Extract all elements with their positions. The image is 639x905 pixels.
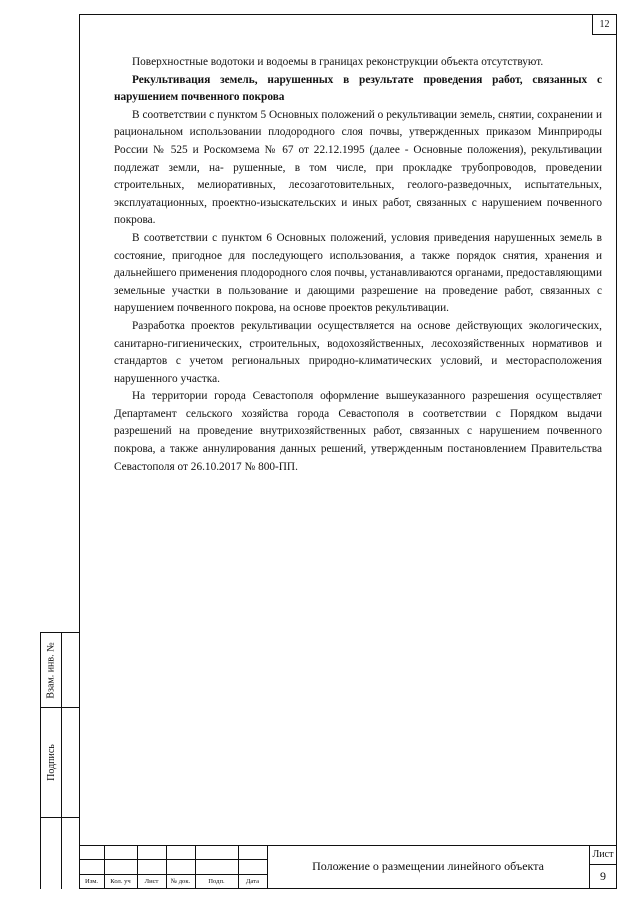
sheet-label: Лист <box>592 849 614 860</box>
header-list: Лист <box>144 878 159 885</box>
header-kol-uch: Кол. уч <box>110 878 131 885</box>
page-number-box: 12 <box>592 15 616 35</box>
side-stamp <box>40 632 79 889</box>
paragraph-point-5: В соответствии с пунктом 5 Основных положений о рекультивации земель, снятии, сохранении и рациональном использовании плодородного слоя почвы, утвержденных приказом Минприроды России № 525 и Роскомзема № 67 от 22.12.1995 (далее - Основные положения), рекультивации подлежат земли, на- рушенные, в том числе, при прокладке трубопроводов, проведении строительных, мелиоративных, лесозаготовительных, геолого-разведочных, испытательных, эксплуатационных, проектно-изыскательских и иных работ, связанных с нарушением почвенного покрова. <box>114 108 602 227</box>
title-block <box>79 845 617 889</box>
paragraph-point-6: В соответствии с пунктом 6 Основных положений, условия приведения нарушенных земель в состояние, пригодное для последующего использования, а также порядок снятия, хранения и дальнейшего применения плодородного слоя почвы, устанавливаются органами, предоставляющими земельные участки в пользование и дающими разрешение на проведение работ, связанных с нарушением почвенного покрова, на основе проектов рекультивации. <box>114 231 602 315</box>
paragraph-surface-water: Поверхностные водотоки и водоемы в границах реконструкции объекта отсутствуют. <box>132 56 544 68</box>
side-stamp-row-line <box>41 817 79 818</box>
sheet-number: 9 <box>600 869 606 883</box>
podpis-label-cell <box>41 707 61 817</box>
paragraph-sevastopol: На территории города Севастополя оформление вышеуказанного разрешения осуществляет Департамент сельского хозяйства города Севастополя в соответствии с Порядком выдачи разрешений на проведение внутрихозяйственных работ, связанных с нарушением почвенного покрова, а также аннулирования данных решений, утвержденным постановлением Правительства Севастополя от 26.10.2017 № 800-ПП. <box>114 390 602 473</box>
podpis-label: Подпись <box>45 743 57 781</box>
body-text <box>114 54 602 476</box>
header-podp: Подп. <box>208 878 225 885</box>
section-heading: Рекультивация земель, нарушенных в результате проведения работ, связанных с нарушением почвенного покрова <box>114 73 602 104</box>
header-data: Дата <box>245 878 260 885</box>
vzam-inv-label-cell <box>41 633 61 707</box>
side-stamp-divider <box>61 633 62 889</box>
header-izm: Изм. <box>84 878 99 885</box>
vzam-inv-label: Взам. инв. № <box>45 641 57 699</box>
document-title: Положение о размещении линейного объекта <box>312 858 544 873</box>
header-nom-dok: № док. <box>170 878 191 885</box>
paragraph-project-development: Разработка проектов рекультивации осуществляется на основе действующих экологических, санитарно-гигиенических, строительных, водохозяйственных, лесохозяйственных нормативов и стандартов с учетом региональных природно-климатических условий, и месторасположения нарушенного участка. <box>114 319 602 385</box>
